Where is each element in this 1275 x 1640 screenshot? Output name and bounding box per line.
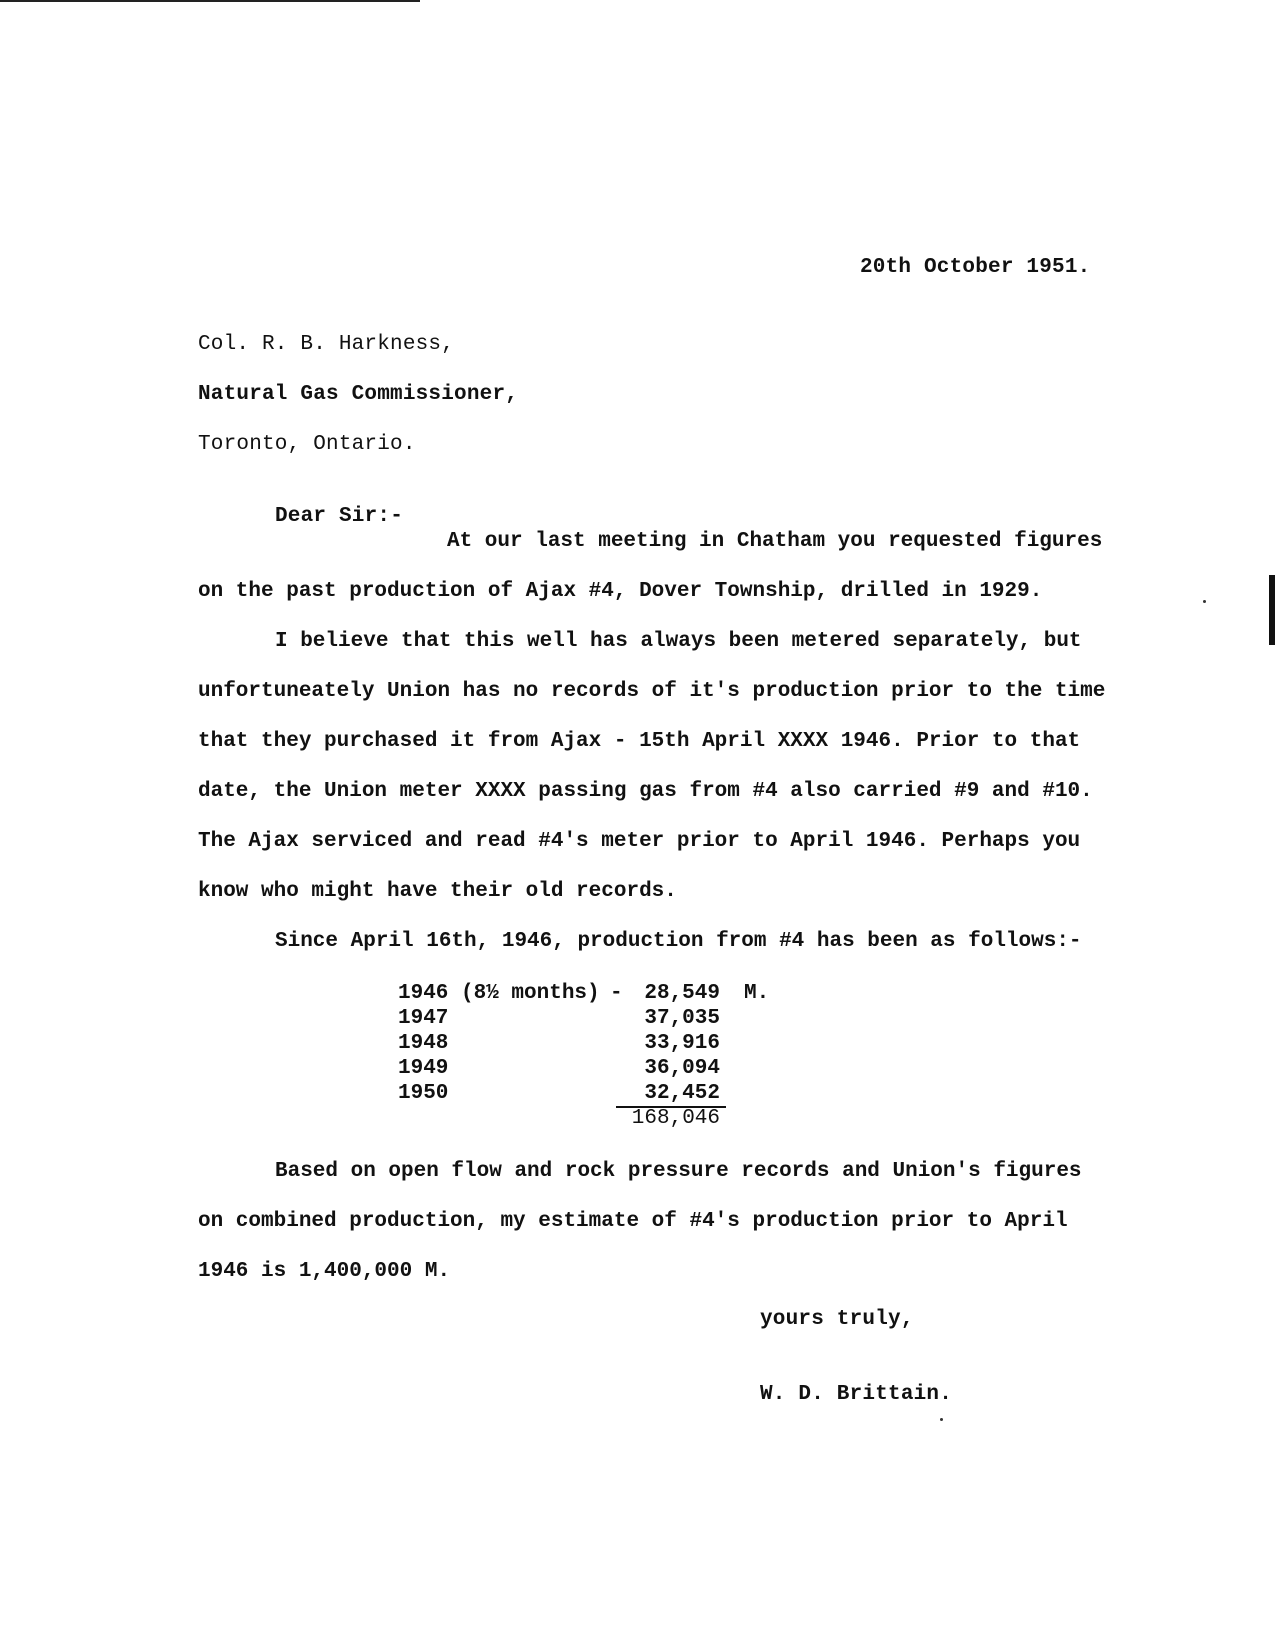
body-line: unfortuneately Union has no records of it's production prior to the time xyxy=(198,680,1106,703)
production-row xyxy=(398,1057,738,1082)
body-line: Since April 16th, 1946, production from #4 has been as follows:- xyxy=(275,930,1082,953)
body-line: Based on open flow and rock pressure records and Union's figures xyxy=(275,1160,1082,1183)
production-year: 1946 (8½ months) xyxy=(398,982,600,1005)
recipient-name: Col. R. B. Harkness, xyxy=(198,333,455,356)
scan-speck xyxy=(1203,600,1206,603)
body-line: 1946 is 1,400,000 M. xyxy=(198,1260,451,1283)
salutation: Dear Sir:- xyxy=(275,505,404,528)
production-value: 28,549 xyxy=(644,982,720,1005)
production-dash: - xyxy=(610,982,623,1005)
production-value: 36,094 xyxy=(644,1057,720,1080)
production-value: 37,035 xyxy=(644,1007,720,1030)
signature: W. D. Brittain. xyxy=(760,1383,953,1406)
production-year: 1949 xyxy=(398,1057,449,1080)
recipient-title: Natural Gas Commissioner, xyxy=(198,383,519,406)
body-line: date, the Union meter XXXX passing gas from #4 also carried #9 and #10. xyxy=(198,780,1093,803)
production-total-row xyxy=(398,1107,738,1132)
scan-speck xyxy=(940,1418,943,1421)
production-year: 1950 xyxy=(398,1082,449,1105)
production-row xyxy=(398,982,770,1007)
body-line: At our last meeting in Chatham you requested figures xyxy=(447,530,1103,553)
recipient-location: Toronto, Ontario. xyxy=(198,433,416,456)
production-row xyxy=(398,1007,738,1032)
production-year: 1947 xyxy=(398,1007,449,1030)
scan-edge-mark xyxy=(1269,575,1275,645)
letter-date: 20th October 1951. xyxy=(860,256,1091,279)
body-line: The Ajax serviced and read #4's meter prior to April 1946. Perhaps you xyxy=(198,830,1081,853)
body-line: that they purchased it from Ajax - 15th April XXXX 1946. Prior to that xyxy=(198,730,1081,753)
production-value: 32,452 xyxy=(644,1082,720,1105)
body-line: I believe that this well has always been metered separately, but xyxy=(275,630,1082,653)
body-line: know who might have their old records. xyxy=(198,880,677,903)
body-line: on combined production, my estimate of #4's production prior to April xyxy=(198,1210,1068,1233)
production-row xyxy=(398,1082,738,1107)
body-line: on the past production of Ajax #4, Dover Township, drilled in 1929. xyxy=(198,580,1043,603)
production-total: 168,046 xyxy=(631,1107,720,1130)
scan-edge-line xyxy=(0,0,420,2)
production-year: 1948 xyxy=(398,1032,449,1055)
closing: yours truly, xyxy=(760,1308,914,1331)
production-unit: M. xyxy=(744,982,770,1005)
production-row xyxy=(398,1032,738,1057)
production-value: 33,916 xyxy=(644,1032,720,1055)
